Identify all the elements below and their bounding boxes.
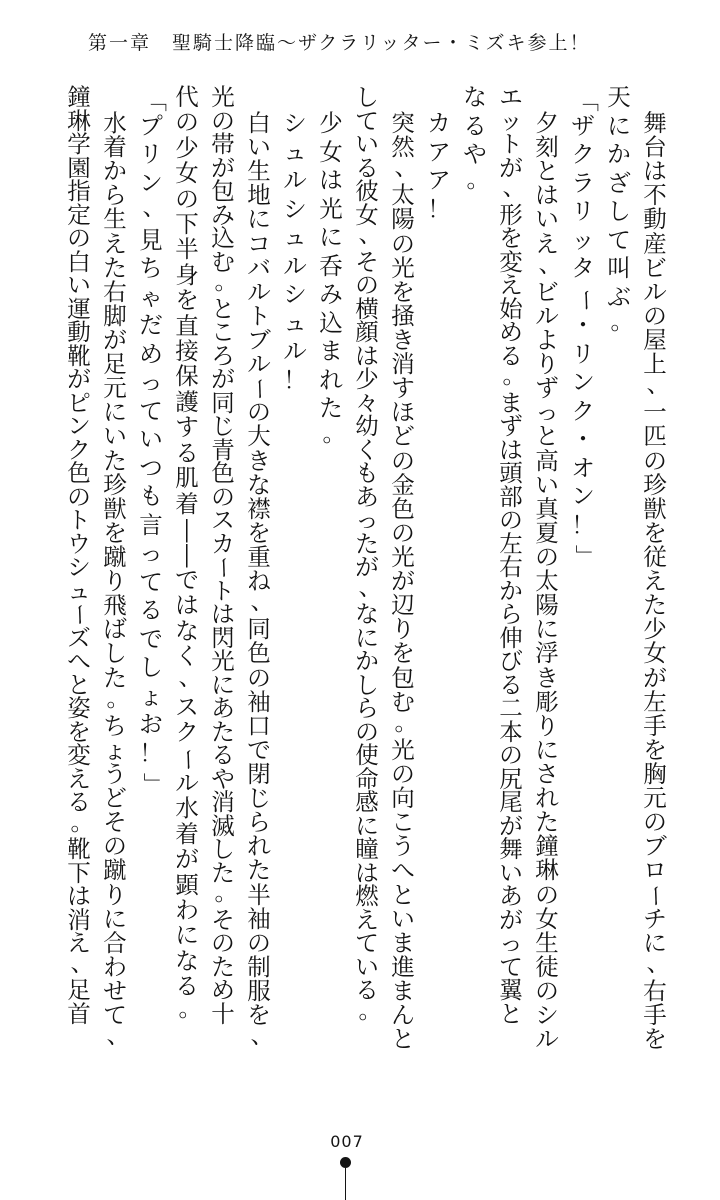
text-column: エ ッ ト が 、 形 を 変 え 始 め る 。 ま ず は 頭 部 の 左 右 か ら 伸 び る 二 本 の 尻 尾 が 舞 い あ が っ て 翼 と	[499, 83, 526, 1028]
text-column: 光 の 帯 が 包 み 込 む 。 と こ ろ が 同 じ 青 色 の ス カ ー ト は 閃 光 に あ た る や 消 滅 し た 。 そ の た め 十	[209, 83, 238, 1028]
text-column: 代 の 少 女 の 下 半 身 を 直 接 保 護 す る 肌 着 ― ― で は な く 、 ス ク ー ル 水 着 が 顕 わ に な る 。	[174, 83, 203, 1022]
text-column: 舞 台 は 不 動 産 ビ ル の 屋 上 、 一 匹 の 珍 獣 を 従 え た 少 女 が 左 手 を 胸 元 の ブ ロ ー チ に 、 右 手 を	[642, 109, 671, 1054]
running-header: 第一章 聖騎士降臨〜ザクラリッター・ミズキ参上！	[88, 32, 591, 54]
page-number: 007	[330, 1132, 364, 1151]
text-column: カ ア ア ！	[427, 109, 451, 223]
text-column: し て い る 彼 女 、 そ の 横 顔 は 少 々 幼 く も あ っ た が 、 な に か し ら の 使 命 感 に 瞳 は 燃 え て い る 。	[355, 83, 382, 1024]
text-column: な る や 。	[463, 83, 490, 193]
text-column: 鐘 琳 学 園 指 定 の 白 い 運 動 靴 が ピ ン ク 色 の ト ウ シ ュ ー ズ へ と 姿 を 変 え る 。 靴 下 は 消 え 、 足 首	[65, 83, 94, 1028]
text-column: 「 ザ ク ラ リ ッ タ ー ・ リ ン ク ・ オ ン ！ 」	[571, 88, 601, 568]
text-column: 水 着 か ら 生 え た 右 脚 が 足 元 に い た 珍 獣 を 蹴 り 飛 ば し た 。 ち ょ う ど そ の 蹴 り に 合 わ せ て 、	[103, 109, 130, 1050]
text-column: 天 に か ざ し て 叫 ぶ 。	[607, 83, 634, 335]
text-column: 白 い 生 地 に コ バ ル ト ブ ル ー の 大 き な 襟 を 重 ね 、 同 色 の 袖 口 で 閉 じ ら れ た 半 袖 の 制 服 を 、	[246, 109, 275, 1050]
page-number-rule-ornament	[345, 1168, 346, 1200]
text-column: 夕 刻 と は い え 、 ビ ル よ り ず っ と 高 い 真 夏 の 太 陽 に 浮 き 彫 り に さ れ た 鐘 琳 の 女 生 徒 の シ ル	[535, 109, 562, 1054]
text-column: 「 プ リ ン 、 見 ち ゃ だ め っ て い つ も 言 っ て る で し ょ お ！ 」	[139, 88, 169, 796]
page-number-dot-ornament	[340, 1157, 351, 1168]
vertical-body-text	[58, 83, 671, 1054]
text-column: 突 然 、 太 陽 の 光 を 掻 き 消 す ほ ど の 金 色 の 光 が 辺 り を 包 む 。 光 の 向 こ う へ と い ま 進 ま ん と	[391, 109, 418, 1054]
text-column: シ ュ ル シ ュ ル シ ュ ル ！	[283, 109, 307, 394]
text-column: 少 女 は 光 に 呑 み 込 ま れ た 。	[319, 109, 346, 447]
